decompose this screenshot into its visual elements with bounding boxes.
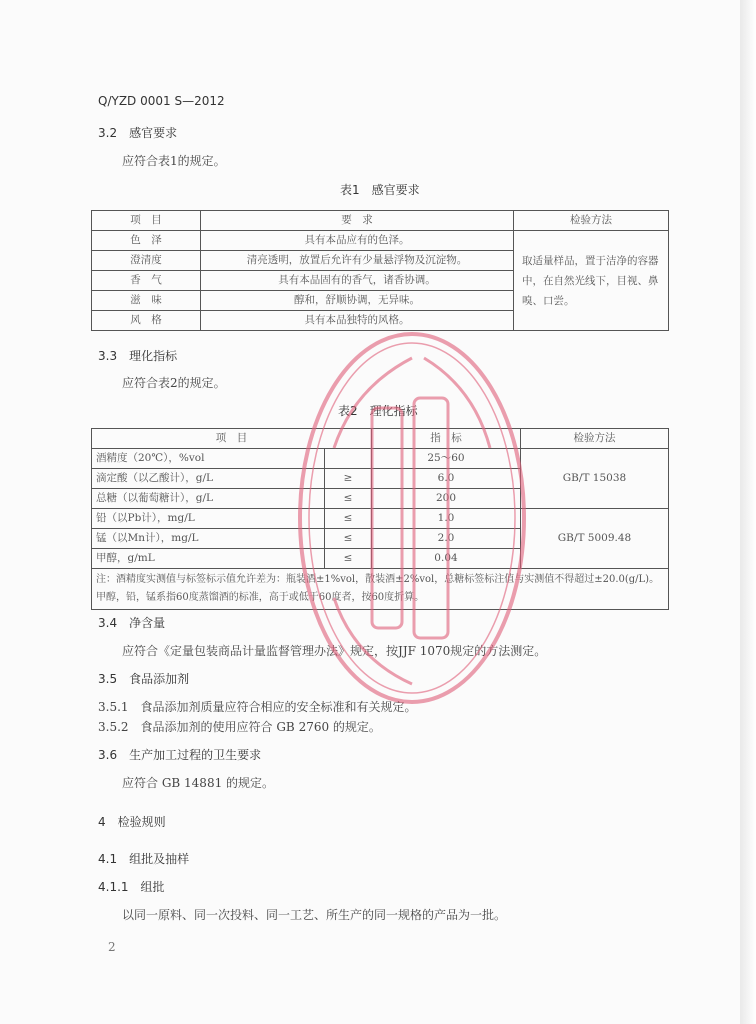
- table-header-cell: 指 标: [372, 429, 521, 449]
- table-cell: 总糖（以葡萄糖计），g/L: [92, 489, 325, 509]
- table2-caption: 表2 理化指标: [338, 404, 418, 418]
- table-cell: 具有本品固有的香气，诸香协调。: [201, 271, 514, 291]
- sensory-table: [91, 210, 669, 331]
- inspection-method-cell: GB/T 5009.48: [521, 509, 669, 569]
- table-header-cell: 要 求: [201, 211, 514, 231]
- table-header-row: [92, 211, 669, 231]
- section-4-1-1-heading: 4.1.1 组批: [98, 880, 165, 894]
- table-header-cell: 项 目: [92, 429, 372, 449]
- table-cell: 6.0: [372, 469, 521, 489]
- table-row: [92, 231, 669, 251]
- section-3-4-text: 应符合《定量包装商品计量监督管理办法》规定，按JJF 1070规定的方法测定。: [122, 644, 547, 658]
- table-cell: 香 气: [92, 271, 201, 291]
- section-4-heading: 4 检验规则: [98, 815, 166, 829]
- section-3-5-heading: 3.5 食品添加剂: [98, 672, 190, 686]
- scan-edge: [740, 0, 756, 1024]
- section-3-3-heading: 3.3 理化指标: [98, 349, 178, 363]
- table1-caption: 表1 感官要求: [340, 183, 420, 197]
- table-note-row: [92, 569, 669, 610]
- table-cell: 具有本品独特的风格。: [201, 311, 514, 331]
- section-3-6-heading: 3.6 生产加工过程的卫生要求: [98, 748, 262, 762]
- table-cell: 风 格: [92, 311, 201, 331]
- section-3-3-text: 应符合表2的规定。: [122, 376, 226, 390]
- table-cell: 锰（以Mn计），mg/L: [92, 529, 325, 549]
- page-number: 2: [108, 940, 116, 954]
- section-3-5-2-text: 3.5.2 食品添加剂的使用应符合 GB 2760 的规定。: [98, 720, 381, 734]
- table-header-cell: 项 目: [92, 211, 201, 231]
- table-cell: 具有本品应有的色泽。: [201, 231, 514, 251]
- standard-code: Q/YZD 0001 S—2012: [98, 94, 225, 108]
- table-cell: ≤: [325, 489, 372, 509]
- table-cell: 0.04: [372, 549, 521, 569]
- table-cell: [325, 449, 372, 469]
- table-header-row: [92, 429, 669, 449]
- inspection-method-cell: 取适量样品，置于洁净的容器中，在自然光线下，目视、鼻嗅、口尝。: [514, 231, 669, 331]
- inspection-method-cell: GB/T 15038: [521, 449, 669, 509]
- section-3-4-heading: 3.4 净含量: [98, 616, 166, 630]
- table-cell: 200: [372, 489, 521, 509]
- section-3-6-text: 应符合 GB 14881 的规定。: [122, 776, 275, 790]
- table-cell: 1.0: [372, 509, 521, 529]
- section-4-1-1-text: 以同一原料、同一次投料、同一工艺、所生产的同一规格的产品为一批。: [122, 908, 507, 922]
- table-header-cell: 检验方法: [514, 211, 669, 231]
- table-cell: 2.0: [372, 529, 521, 549]
- table-header-cell: 检验方法: [521, 429, 669, 449]
- section-3-5-1-text: 3.5.1 食品添加剂质量应符合相应的安全标准和有关规定。: [98, 700, 417, 714]
- table-note: 注：酒精度实测值与标签标示值允许差为：瓶装酒±1%vol，散装酒±2%vol，总糖标签标注值与实测值不得超过±20.0(g/L)。甲醇，铅，锰系指60度蒸馏酒的标准，高于或低于60度者，按60度折算。: [92, 569, 669, 610]
- table-row: [92, 449, 669, 469]
- table-cell: ≤: [325, 549, 372, 569]
- section-3-2-heading: 3.2 感官要求: [98, 126, 178, 140]
- table-cell: 醇和，舒顺协调，无异味。: [201, 291, 514, 311]
- table-cell: ≥: [325, 469, 372, 489]
- physicochemical-table: [91, 428, 669, 610]
- table-cell: 25～60: [372, 449, 521, 469]
- table-row: [92, 509, 669, 529]
- table-cell: ≤: [325, 529, 372, 549]
- table-cell: ≤: [325, 509, 372, 529]
- table-cell: 滴定酸（以乙酸计），g/L: [92, 469, 325, 489]
- table-cell: 酒精度（20℃），%vol: [92, 449, 325, 469]
- table-cell: 澄清度: [92, 251, 201, 271]
- table-cell: 甲醇，g/mL: [92, 549, 325, 569]
- table-cell: 清亮透明，放置后允许有少量悬浮物及沉淀物。: [201, 251, 514, 271]
- table-cell: 色 泽: [92, 231, 201, 251]
- table-cell: 铅（以Pb计），mg/L: [92, 509, 325, 529]
- section-4-1-heading: 4.1 组批及抽样: [98, 852, 190, 866]
- table-cell: 滋 味: [92, 291, 201, 311]
- section-3-2-text: 应符合表1的规定。: [122, 154, 226, 168]
